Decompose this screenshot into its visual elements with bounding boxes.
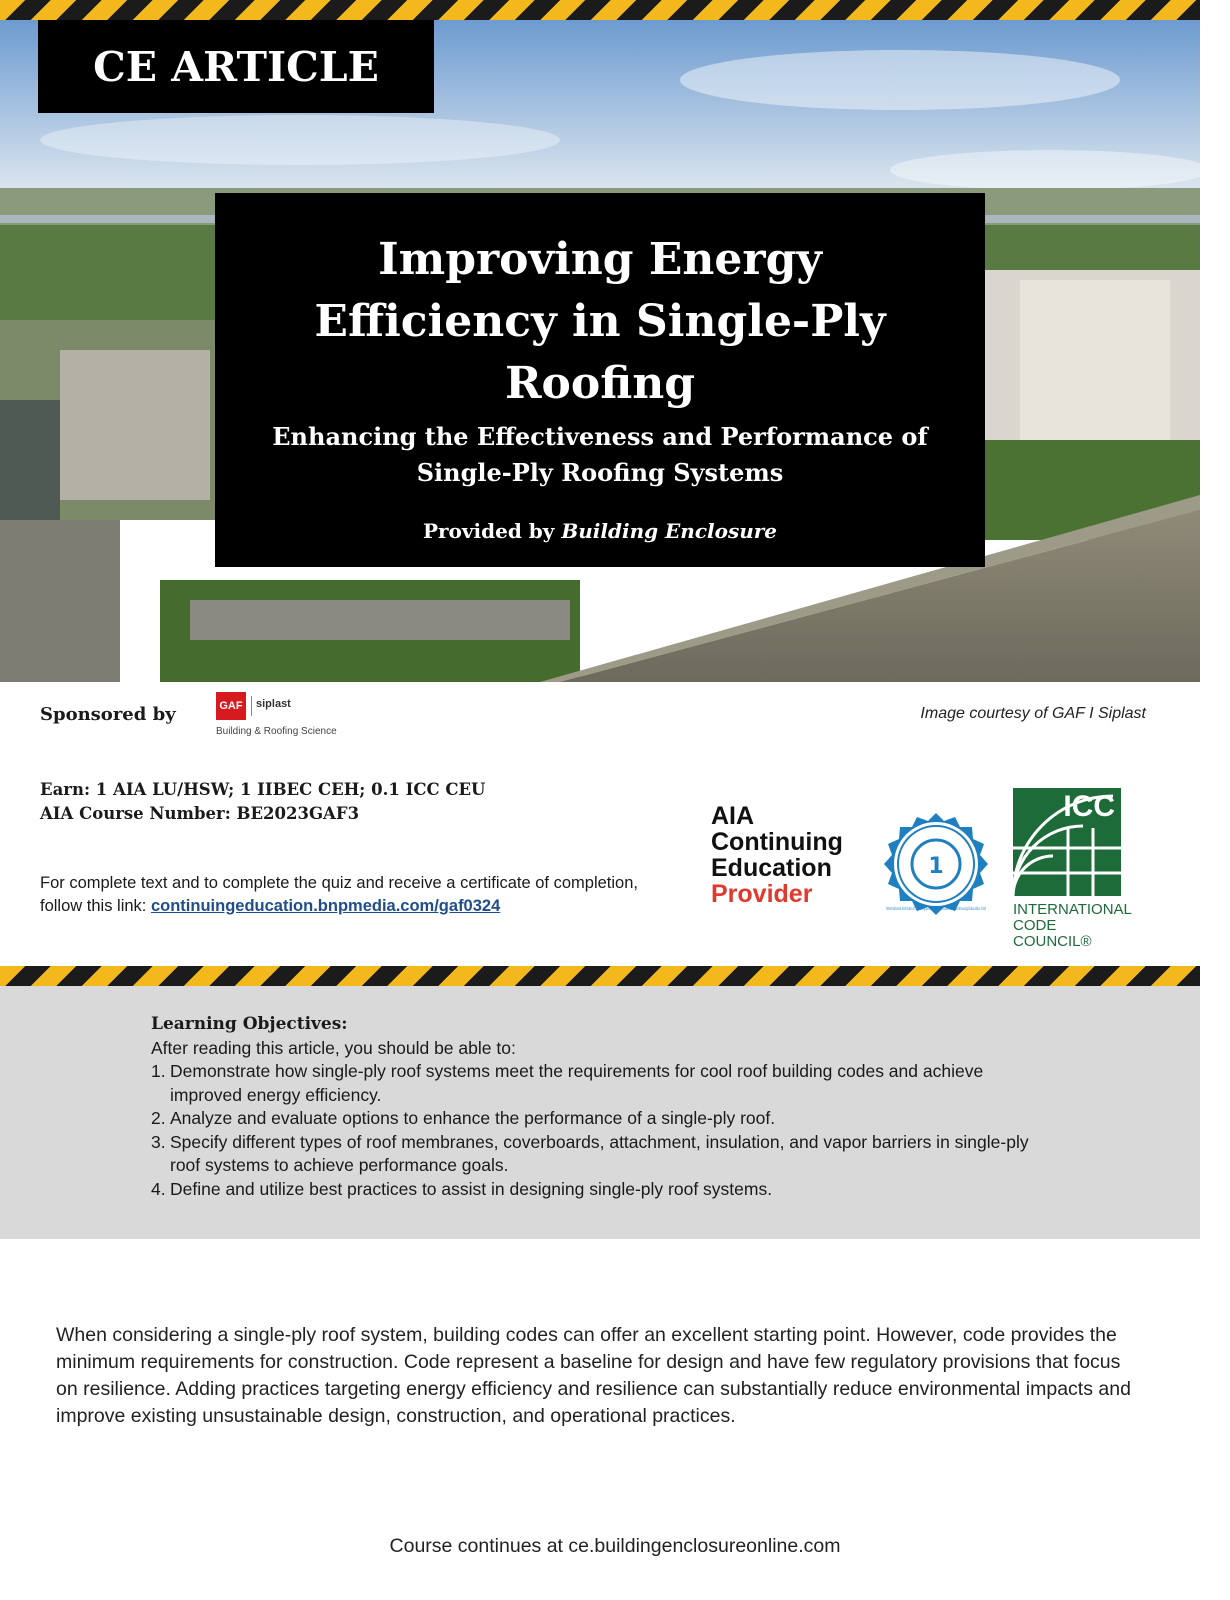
siplast-logo-text: siplast (256, 698, 291, 710)
hazard-stripe-top (0, 0, 1200, 20)
gaf-logo-mark: GAF (216, 692, 246, 720)
objective-text: Demonstrate how single-ply roof systems meet the requirements for cool roof building codes and achieve improved energy efficiency. (170, 1061, 984, 1105)
iibec-badge-number: 1 (928, 854, 944, 879)
objective-text: Specify different types of roof membranes, coverboards, attachment, insulation, and vapor barriers in single-ply roof systems to achieve performance goals. (170, 1131, 1029, 1175)
course-number: AIA Course Number: BE2023GAF3 (40, 804, 360, 823)
provided-by-line (215, 519, 985, 543)
aia-logo-line-1: AIA (711, 802, 755, 830)
hazard-stripe-middle (0, 966, 1200, 986)
image-credit: Image courtesy of GAF I Siplast (920, 705, 1146, 722)
list-item: 3. Specify different types of roof membranes, coverboards, attachment, insulation, and vapor barriers in single-ply roof systems to achieve performance goals. (151, 1131, 1051, 1178)
quiz-instructions (40, 872, 660, 918)
list-item: 1. Demonstrate how single-ply roof systems meet the requirements for cool roof building codes and achieve improved energy efficiency. (151, 1060, 1051, 1107)
aia-ces-logo (711, 803, 843, 907)
aia-logo-line-3: Education (711, 854, 832, 882)
icc-name (1013, 901, 1132, 950)
ce-article-tag (38, 20, 434, 113)
intro-paragraph: When considering a single-ply roof system, building codes can offer an excellent starting point. However, code provides the minimum requirements for construction. Code represent a baseline for design and have few regulatory provisions that focus on resilience. Adding practices targeting energy efficiency and resilience can substantially reduce environmental impacts and improve existing unsustainable design, construction, and operational practices. (56, 1323, 1131, 1427)
article-title: Improving Energy Efficiency in Single-Ply Roofing (314, 234, 886, 409)
icc-globe-icon (1013, 788, 1121, 896)
iibec-badge-icon (878, 806, 994, 922)
ce-article-label: CE ARTICLE (93, 42, 379, 91)
icc-name-line-1: INTERNATIONAL (1013, 901, 1132, 918)
gaf-siplast-logo (216, 692, 366, 742)
learning-objectives-panel (0, 986, 1200, 1239)
list-item: 4. Define and utilize best practices to assist in designing single-ply roof systems. (151, 1178, 1051, 1202)
objective-text: Analyze and evaluate options to enhance the performance of a single-ply roof. (170, 1108, 776, 1128)
logo-divider (251, 696, 252, 716)
icc-logo (1013, 788, 1132, 950)
title-box (215, 193, 985, 567)
course-link[interactable]: continuingeducation.bnpmedia.com/gaf0324 (150, 897, 501, 915)
icc-name-line-2: CODE COUNCIL® (1013, 917, 1092, 950)
icc-abbreviation: ICC (1063, 790, 1115, 823)
objectives-title: Learning Objectives: (151, 1014, 348, 1034)
quiz-instructions-text: For complete text and to complete the quiz and receive a certificate of completion, follow this link: (40, 874, 638, 915)
sponsored-by-label: Sponsored by (40, 704, 176, 725)
objectives-intro: After reading this article, you should be able to: (151, 1037, 516, 1058)
article-subtitle: Enhancing the Effectiveness and Performance of Single-Ply Roofing Systems (272, 422, 928, 487)
credit-info (40, 778, 485, 826)
objectives-list (151, 1060, 1051, 1201)
list-item: 2. Analyze and evaluate options to enhance the performance of a single-ply roof. (151, 1107, 1051, 1131)
course-continues-footer: Course continues at ce.buildingenclosureonline.com (389, 1535, 841, 1557)
objective-text: Define and utilize best practices to assist in designing single-ply roof systems. (170, 1178, 773, 1199)
aia-logo-line-4: Provider (711, 880, 813, 908)
provided-by-publisher: Building Enclosure (561, 519, 778, 543)
sponsor-tagline: Building & Roofing Science (216, 726, 337, 737)
iibec-badge-text: International Institute of Building Enclosure Consultants · Continuing Education Unit (886, 906, 987, 911)
provided-by-prefix: Provided by (422, 519, 555, 543)
aia-logo-line-2: Continuing (711, 828, 843, 856)
earn-credits: Earn: 1 AIA LU/HSW; 1 IIBEC CEH; 0.1 ICC CEU (40, 780, 486, 799)
